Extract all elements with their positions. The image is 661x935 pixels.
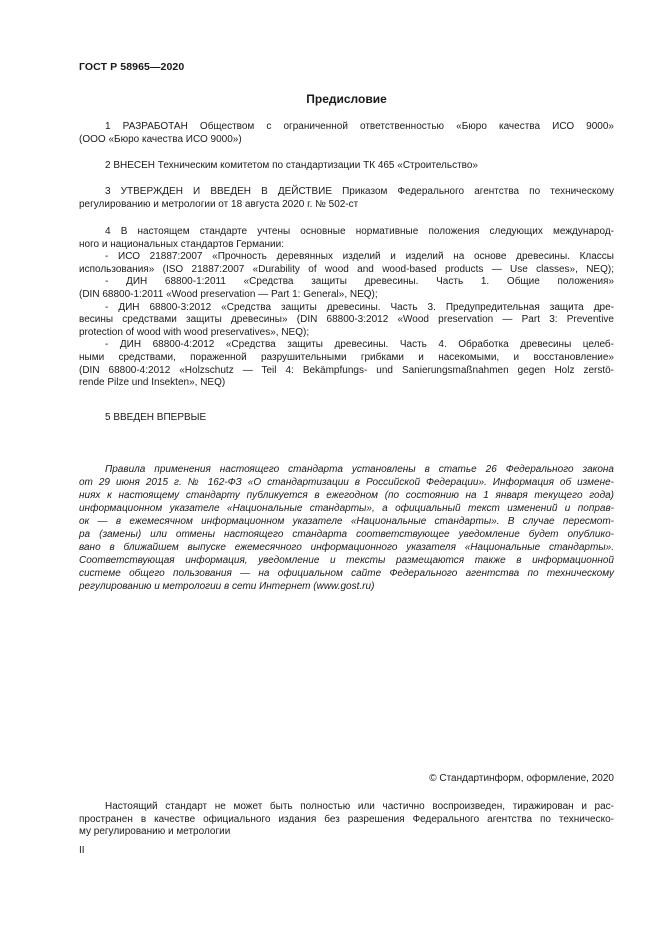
paragraph-developed	[79, 121, 614, 146]
reproduction-line: му регулированию и метрологии	[79, 826, 231, 838]
copyright-line: © Стандартинформ, оформление, 2020	[429, 773, 614, 784]
paragraph-line: (DIN 68800-1:2011 «Wood preservation — Part 1: General», NEQ);	[79, 288, 378, 300]
page-number: II	[79, 845, 85, 856]
paragraph-line: 5 ВВЕДЕН ВПЕРВЫЕ	[105, 412, 207, 423]
notice-line: регулированию и метрологии в сети Интернет (www.gost.ru)	[79, 581, 375, 592]
paragraph-line: весины средствами защиты древесины» (DIN 68800-3:2012 «Wood preservation — Part 3: Preventive	[79, 314, 614, 326]
application-rules-notice	[79, 463, 614, 593]
paragraph-line: 4 В настоящем стандарте учтены основные нормативные положения следующих международ-	[105, 226, 614, 237]
notice-line: Соответствующая информация, уведомление и тексты размещаются также в информационной	[79, 555, 614, 566]
notice-line: от 29 июня 2015 г. № 162-ФЗ «О стандартизации в Российской Федерации». Информация об измене-	[79, 477, 614, 488]
reproduction-line: пространен в качестве официального издания без разрешения Федерального агентства по техническо-	[79, 813, 614, 825]
paragraph-line: использования» (ISO 21887:2007 «Durability of wood and wood-based products — Use classes», NEQ);	[79, 263, 614, 275]
notice-line: ра (замены) или отмены настоящего стандарта соответствующее уведомление будет опублико-	[79, 529, 614, 540]
standard-id-header: ГОСТ Р 58965—2020	[79, 61, 185, 73]
paragraph-line: регулированию и метрологии от 18 августа 2020 г. № 502-ст	[79, 198, 359, 210]
notice-line: системе общего пользования — на официальном сайте Федерального агентства по техническому	[79, 568, 614, 579]
notice-line: ниях к настоящему стандарту публикуется в ежегодном (по состоянию на 1 января текущего года)	[79, 490, 614, 501]
notice-line: информационном указателе «Национальные стандарты», а официальный текст изменений и поправ-	[79, 503, 614, 514]
page-title: Предисловие	[306, 92, 387, 106]
paragraph-introduced	[79, 160, 614, 173]
notice-line: ок — в ежемесячном информационном указателе «Национальные стандарты». В случае пересмот-	[79, 516, 614, 527]
paragraph-line: ными средствами, пораженной разрушительными грибками и насекомыми, и восстановление»	[79, 351, 614, 363]
paragraph-line: ного и национальных стандартов Германии:	[79, 238, 284, 250]
notice-line: вано в ближайшем выпуске ежемесячного информационного указателя «Национальные стандарты».	[79, 542, 614, 553]
paragraph-line: (DIN 68800-4:2012 «Holzschutz — Teil 4: Bekämpfungs- und Sanierungsmaßnahmen gegen Holz zerstö-	[79, 364, 614, 376]
paragraph-approved	[79, 186, 614, 211]
notice-line: Правила применения настоящего стандарта установлены в статье 26 Федерального закона	[105, 464, 614, 475]
paragraph-line: - ДИН 68800-1:2011 «Средства защиты древесины. Часть 1. Общие положения»	[105, 276, 614, 288]
paragraph-line: - ИСО 21887:2007 «Прочность деревянных изделий и изделий на основе древесины. Классы	[105, 251, 614, 263]
paragraph-line: rende Pilze und Insekten», NEQ)	[79, 377, 226, 389]
paragraph-first-introduced	[79, 412, 614, 425]
paragraph-line: protection of wood with wood preservatives», NEQ);	[79, 326, 310, 338]
paragraph-line: (ООО «Бюро качества ИСО 9000»)	[79, 133, 242, 145]
reproduction-notice	[79, 801, 614, 839]
reproduction-line: Настоящий стандарт не может быть полностью или частично воспроизведен, тиражирован и рас-	[105, 801, 614, 812]
paragraph-line: 1 РАЗРАБОТАН Обществом с ограниченной ответственностью «Бюро качества ИСО 9000»	[105, 121, 614, 132]
paragraph-line: - ДИН 68800-4:2012 «Средства защиты древесины. Часть 4. Обработка древесины целеб-	[105, 339, 614, 351]
paragraph-line: - ДИН 68800-3:2012 «Средства защиты древесины. Часть 3. Предупредительная защита дре-	[105, 301, 614, 313]
paragraph-line: 3 УТВЕРЖДЕН И ВВЕДЕН В ДЕЙСТВИЕ Приказом Федерального агентства по техническому	[105, 186, 614, 197]
paragraph-line: 2 ВНЕСЕН Техническим комитетом по стандартизации ТК 465 «Строительство»	[105, 160, 478, 171]
paragraph-standards-considered	[79, 226, 614, 390]
